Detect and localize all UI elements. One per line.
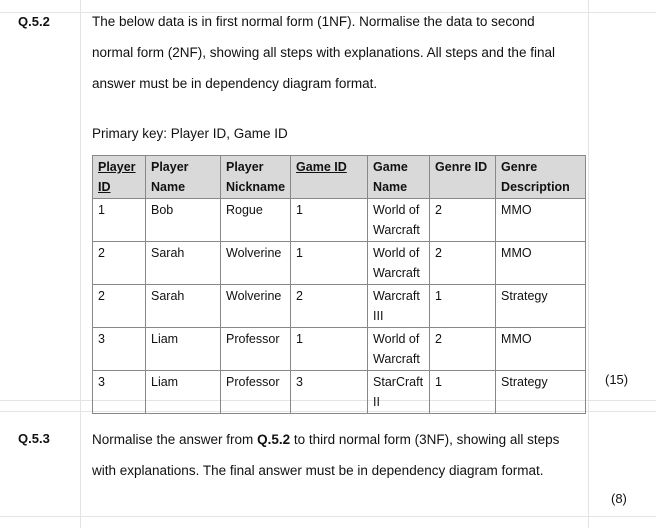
table-cell: 2 [93, 285, 146, 328]
table-cell: Bob [146, 199, 221, 242]
column-header: Player Name [146, 156, 221, 199]
data-table [92, 155, 586, 414]
table-cell: 3 [93, 371, 146, 414]
question-text: The below data is in first normal form (1NF). Normalise the data to second normal form (2NF), showing all steps with explanations. All steps and the final answer must be in dependency diagram format. [92, 14, 555, 91]
table-cell: World of Warcraft [368, 199, 430, 242]
table-cell: World of Warcraft [368, 328, 430, 371]
table-row [93, 242, 586, 285]
question-text [92, 424, 567, 486]
table-cell: 2 [291, 285, 368, 328]
table-row [93, 285, 586, 328]
column-header: Game Name [368, 156, 430, 199]
text: to third normal form (3NF), showing all steps with explanations. The final answer must be in dependency diagram format. [92, 432, 560, 478]
column-header: Genre ID [430, 156, 496, 199]
table-cell: Liam [146, 371, 221, 414]
column-header: Player ID [93, 156, 146, 199]
table-cell: Sarah [146, 285, 221, 328]
question-reference: Q.5.2 [257, 432, 291, 447]
marks: (8) [611, 491, 627, 506]
table-cell: Sarah [146, 242, 221, 285]
table-cell: Wolverine [221, 242, 291, 285]
table-cell: StarCraft II [368, 371, 430, 414]
table-cell: 1 [93, 199, 146, 242]
question-number: Q.5.2 [18, 14, 50, 29]
table-cell: MMO [496, 199, 586, 242]
table-cell: Professor [221, 328, 291, 371]
column-divider [80, 0, 81, 528]
column-header: Genre Description [496, 156, 586, 199]
table-cell: MMO [496, 328, 586, 371]
table-cell: 2 [93, 242, 146, 285]
table-row [93, 328, 586, 371]
row-divider [0, 516, 656, 517]
table-cell: Strategy [496, 285, 586, 328]
column-divider [588, 0, 589, 528]
table-cell: Rogue [221, 199, 291, 242]
marks: (15) [605, 372, 629, 387]
table-cell: Professor [221, 371, 291, 414]
primary-key-label: Primary key: Player ID, Game ID [92, 126, 288, 141]
table-row [93, 371, 586, 414]
question-number: Q.5.3 [18, 431, 50, 446]
table-cell: 1 [430, 285, 496, 328]
table-cell: Wolverine [221, 285, 291, 328]
table-cell: 3 [93, 328, 146, 371]
table-cell: 1 [291, 328, 368, 371]
column-header: Game ID [291, 156, 368, 199]
table-cell: Liam [146, 328, 221, 371]
table-cell: 1 [291, 242, 368, 285]
table-cell: World of Warcraft [368, 242, 430, 285]
table-cell: MMO [496, 242, 586, 285]
table-cell: 1 [291, 199, 368, 242]
table-cell: Strategy [496, 371, 586, 414]
table-cell: 1 [430, 371, 496, 414]
table-cell: 2 [430, 199, 496, 242]
column-header: Player Nickname [221, 156, 291, 199]
table-cell: 2 [430, 242, 496, 285]
table-row [93, 199, 586, 242]
table-cell: 3 [291, 371, 368, 414]
table-cell: 2 [430, 328, 496, 371]
table-cell: Warcraft III [368, 285, 430, 328]
text: Normalise the answer from [92, 432, 258, 447]
